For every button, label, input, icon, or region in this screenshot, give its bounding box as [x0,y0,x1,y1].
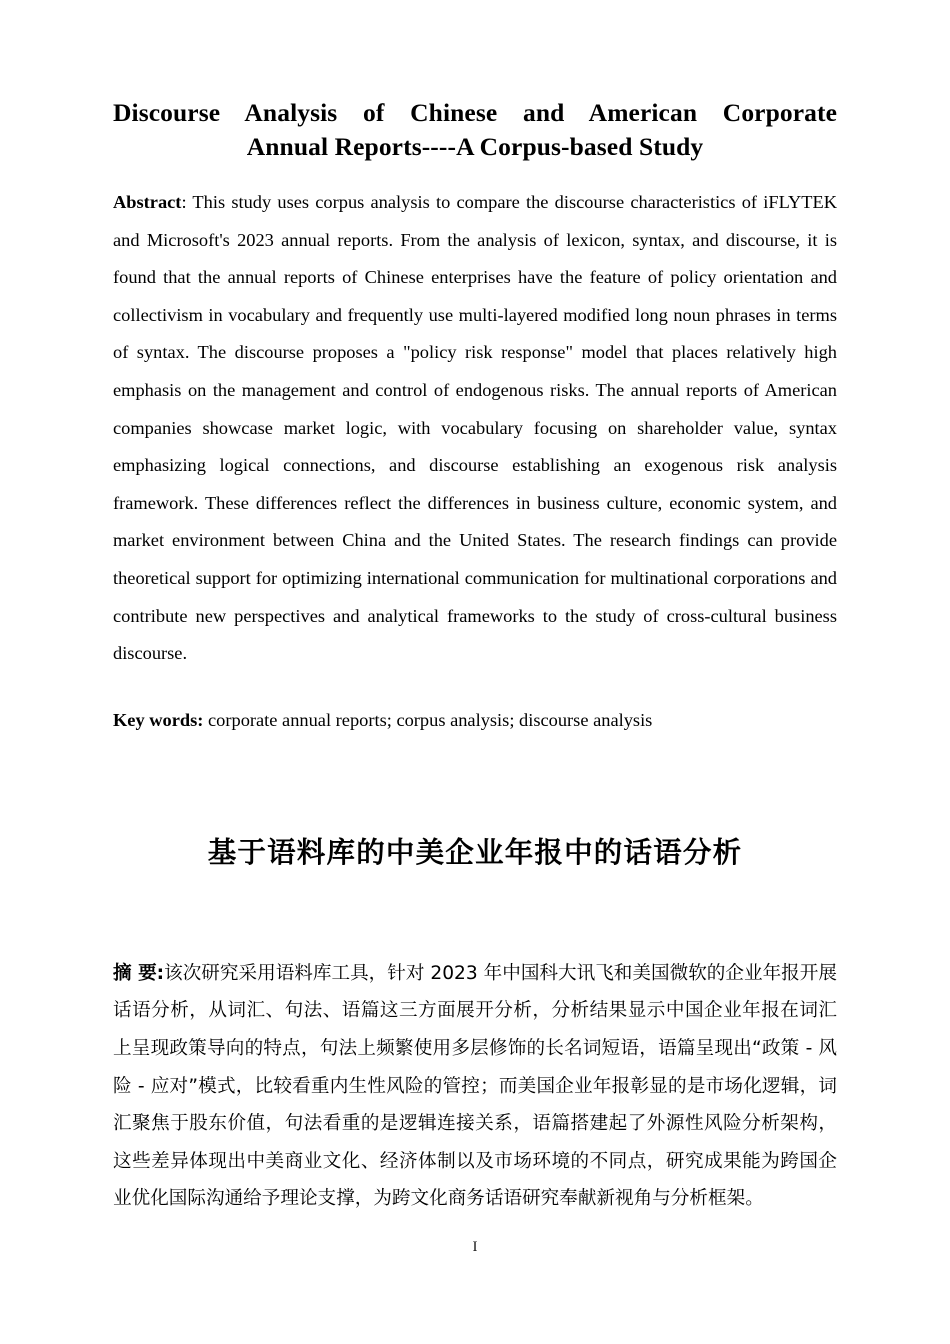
chinese-paper-title: 基于语料库的中美企业年报中的话语分析 [207,835,743,869]
keywords-line [113,703,837,737]
english-title-line-2: Annual Reports----A Corpus-based Study [246,132,704,161]
chinese-abstract-label: 摘 要: [113,962,165,984]
abstract-label: Abstract [113,192,182,212]
abstract-body: This study uses corpus analysis to compare the discourse characteristics of iFLYTEK and Microsoft's 2023 annual reports. From the analysis of lexicon, syntax, and discourse, it is found that the annual reports of Chinese enterprises have the feature of policy orientation and collectivism in vocabulary and frequently use multi-layered modified long noun phrases in terms of syntax. The discourse proposes a "policy risk response" model that places relatively high emphasis on the management and control of endogenous risks. The annual reports of American companies showcase market logic, with vocabulary focusing on shareholder value, syntax emphasizing logical connections, and discourse establishing an exogenous risk analysis framework. These differences reflect the differences in business culture, economic system, and market environment between China and the United States. The research findings can provide theoretical support for optimizing international communication for multinational corporations and contribute new perspectives and analytical frameworks to the study of cross-cultural business discourse. [113,192,837,664]
chinese-abstract-paragraph [113,955,837,1218]
english-title-line-1: Discourse Analysis of Chinese and American Corporate [113,98,837,127]
abstract-separator: : [181,192,193,212]
english-abstract-paragraph [113,184,837,673]
chinese-abstract-body: 该次研究采用语料库工具，针对 2023 年中国科大讯飞和美国微软的企业年报开展话语分析，从词汇、句法、语篇这三方面展开分析，分析结果显示中国企业年报在词汇上呈现政策导向的特点，句法上频繁使用多层修饰的长名词短语，语篇呈现出“政策 - 风险 - 应对”模式，比较看重内生性风险的管控；而美国企业年报彰显的是市场化逻辑，词汇聚焦于股东价值，句法看重的是逻辑连接关系，语篇搭建起了外源性风险分析架构，这些差异体现出中美商业文化、经济体制以及市场环境的不同点，研究成果能为跨国企业优化国际沟通给予理论支撑，为跨文化商务话语研究奉献新视角与分析框架。 [113,962,837,1210]
english-paper-title [113,96,837,164]
page-number-footer: I [472,1239,478,1255]
keywords-value: corporate annual reports; corpus analysis; discourse analysis [203,709,653,730]
page-content [113,0,837,1236]
keywords-label: Key words: [113,709,204,730]
